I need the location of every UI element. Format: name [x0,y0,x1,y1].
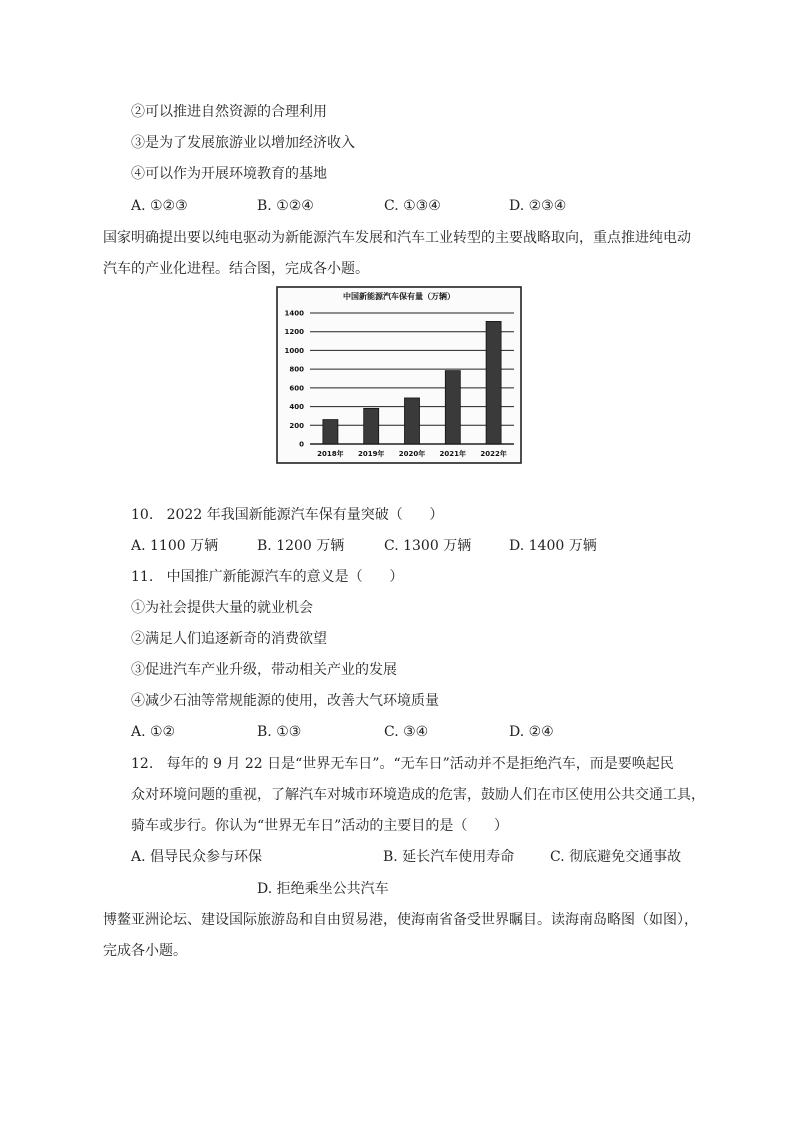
x-tick-label: 2022年 [480,450,507,458]
y-tick-label: 1000 [284,346,304,355]
q12-option-b[interactable]: B. 延长汽车使用寿命 [383,849,515,865]
q11-statement-4: ④减少石油等常规能源的使用，改善大气环境质量 [131,693,439,709]
q10-option-c[interactable]: C. 1300 万辆 [384,538,472,554]
q9-statement-3: ③是为了发展旅游业以增加经济收入 [131,135,355,151]
q12-option-d[interactable]: D. 拒绝乘坐公共汽车 [257,881,389,897]
q12-stem-line-1: 12. 每年的 9 月 22 日是“世界无车日”。“无车日”活动并不是拒绝汽车，而是要唤起民 [131,756,674,772]
q11-stem: 11. 中国推广新能源汽车的意义是（ ） [131,569,404,585]
bar-2019年 [364,408,379,444]
x-tick-label: 2019年 [357,450,385,458]
bar-2021年 [445,371,460,444]
q11-option-d[interactable]: D. ②④ [509,724,554,740]
q12-option-a[interactable]: A. 倡导民众参与环保 [131,849,263,865]
y-tick-label: 0 [299,440,304,449]
q11-option-c[interactable]: C. ③④ [384,724,429,740]
q10-option-d[interactable]: D. 1400 万辆 [509,538,597,554]
y-tick-label: 800 [289,365,304,374]
x-tick-label: 2018年 [317,450,344,458]
q9-option-a[interactable]: A. ①②③ [131,198,188,214]
q10-option-a[interactable]: A. 1100 万辆 [131,538,219,554]
ev-intro-line-1: 国家明确提出要以纯电驱动为新能源汽车发展和汽车工业转型的主要战略取向，重点推进纯电动 [103,230,691,246]
q11-statement-1: ①为社会提供大量的就业机会 [131,600,313,616]
q11-option-a[interactable]: A. ①② [131,724,176,740]
hainan-intro-line-1: 博鳌亚洲论坛、建设国际旅游岛和自由贸易港，使海南省备受世界瞩目。读海南岛略图（如图）， [103,912,698,928]
q9-option-c[interactable]: C. ①③④ [384,198,441,214]
bar-2020年 [405,398,420,444]
q12-option-c[interactable]: C. 彻底避免交通事故 [550,849,682,865]
q11-statement-2: ②满足人们追逐新奇的消费欲望 [131,631,327,647]
q10-option-b[interactable]: B. 1200 万辆 [257,538,345,554]
bar-2018年 [323,420,338,444]
y-tick-label: 1200 [284,328,304,337]
ev-intro-line-2: 汽车的产业化进程。结合图，完成各小题。 [103,261,369,277]
ev-ownership-chart [276,286,522,464]
q9-option-d[interactable]: D. ②③④ [509,198,567,214]
hainan-intro-line-2: 完成各小题。 [103,943,187,959]
q9-option-b[interactable]: B. ①②④ [257,198,314,214]
x-tick-label: 2021年 [439,450,467,458]
y-tick-label: 1400 [284,309,304,318]
y-tick-label: 400 [289,403,304,412]
y-tick-label: 200 [289,421,304,430]
q12-stem-line-3: 骑车或步行。你认为“世界无车日”活动的主要目的是（ ） [131,818,509,834]
y-tick-label: 600 [289,384,304,393]
x-tick-label: 2020年 [398,450,426,458]
q11-option-b[interactable]: B. ①③ [257,724,302,740]
q12-stem-line-2: 众对环境问题的重视，了解汽车对城市环境造成的危害，鼓励人们在市区使用公共交通工具， [131,787,705,803]
q11-statement-3: ③促进汽车产业升级，带动相关产业的发展 [131,662,397,678]
q9-statement-2: ②可以推进自然资源的合理利用 [131,104,327,120]
chart-title: 中国新能源汽车保有量（万辆） [343,292,455,301]
q9-statement-4: ④可以作为开展环境教育的基地 [131,166,327,182]
bar-2022年 [486,321,501,444]
q10-stem: 10. 2022 年我国新能源汽车保有量突破（ ） [131,507,444,523]
